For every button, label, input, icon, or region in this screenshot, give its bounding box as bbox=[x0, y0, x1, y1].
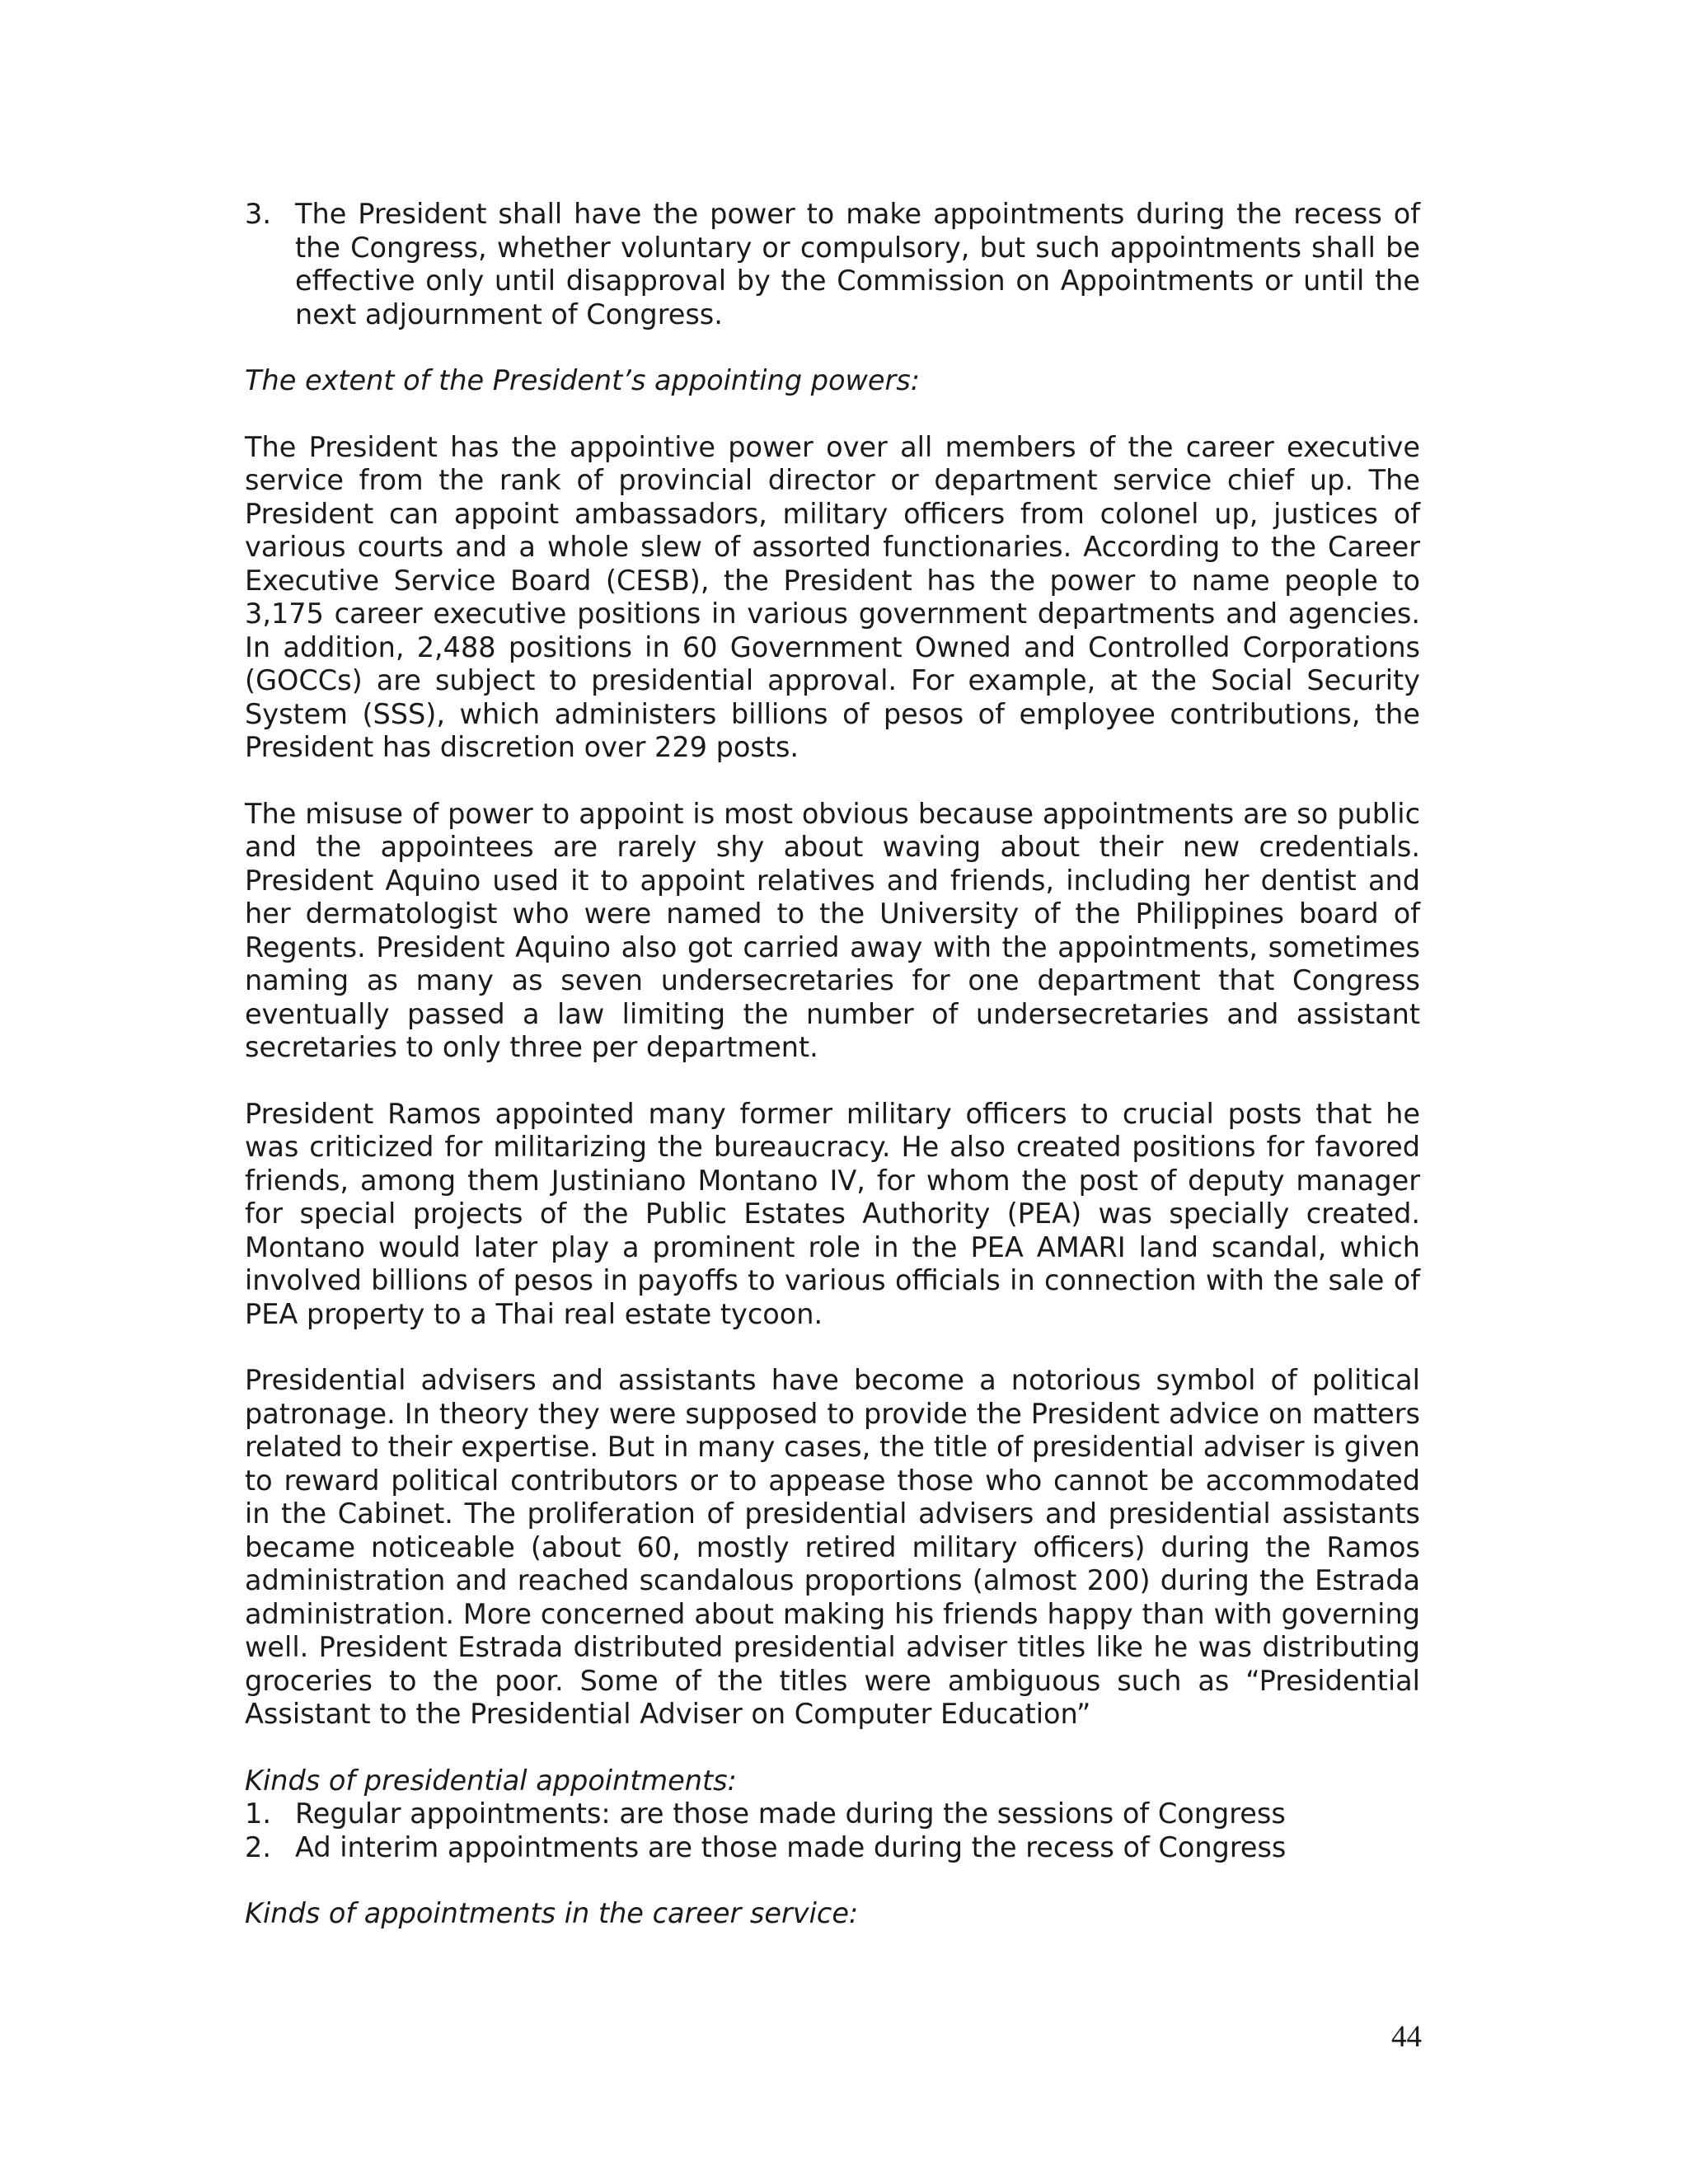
kinds-of-presidential-appointments-list bbox=[245, 1797, 1420, 1864]
numbered-list-continued bbox=[245, 198, 1420, 331]
page-number: 44 bbox=[1391, 2020, 1422, 2054]
list-item-text: Ad interim appointments are those made during the recess of Congress bbox=[295, 1830, 1287, 1863]
list-item-text: The President shall have the power to make appointments during the recess of the Congress, whether voluntary or compulsory, but such appointments shall be effective only until disapproval by the Commission on Appointments or until the next adjournment of Congress. bbox=[295, 198, 1420, 330]
list-item bbox=[245, 1797, 1420, 1831]
paragraph-presidential-advisers: Presidential advisers and assistants have become a notorious symbol of political patronage. In theory they were supposed to provide the President advice on matters related to their expertise. But in many cases, the title of presidential adviser is given to reward political contributors or to appease those who cannot be accommodated in the Cabinet. The proliferation of presidential advisers and presidential assistants became noticeable (about 60, mostly retired military officers) during the Ramos administration and reached scandalous proportions (almost 200) during the Estrada administration. More concerned about making his friends happy than with governing well. President Estrada distributed presidential adviser titles like he was distributing groceries to the poor. Some of the titles were ambiguous such as “Presidential Assistant to the Presidential Adviser on Computer Education” bbox=[245, 1364, 1420, 1730]
section-heading-extent: The extent of the President’s appointing powers: bbox=[245, 364, 921, 396]
paragraph-ramos-appointments: President Ramos appointed many former military officers to crucial posts that he was criticized for militarizing the bureaucracy. He also created positions for favored friends, among them Justiniano Montano IV, for whom the post of deputy manager for special projects of the Public Estates Authority (PEA) was specially created. Montano would later play a prominent role in the PEA AMARI land scandal, which involved billions of pesos in payoffs to various officials in connection with the sale of PEA property to a Thai real estate tycoon. bbox=[245, 1097, 1420, 1330]
paragraph-appointive-power: The President has the appointive power over all members of the career executive service from the rank of provincial director or department service chief up. The President can appoint ambassadors, military officers from colonel up, justices of various courts and a whole slew of assorted functionaries. According to the Career Executive Service Board (CESB), the President has the power to name people to 3,175 career executive positions in various government departments and agencies. In addition, 2,488 positions in 60 Government Owned and Controlled Corporations (GOCCs) are subject to presidential approval. For example, at the Social Security System (SSS), which administers billions of pesos of employee contributions, the President has discretion over 229 posts. bbox=[245, 430, 1420, 763]
list-item-number: 1. bbox=[245, 1797, 271, 1830]
section-heading-kinds-career: Kinds of appointments in the career service: bbox=[245, 1897, 859, 1929]
list-item-text: Regular appointments: are those made during the sessions of Congress bbox=[295, 1797, 1286, 1830]
list-item bbox=[245, 1831, 1420, 1865]
list-item-number: 3. bbox=[245, 198, 271, 230]
list-item bbox=[245, 198, 1420, 331]
document-page bbox=[245, 198, 1420, 1964]
paragraph-misuse-of-power: The misuse of power to appoint is most obvious because appointments are so public and the appointees are rarely shy about waving about their new credentials. President Aquino used it to appoint relatives and friends, including her dentist and her dermatologist who were named to the University of the Philippines board of Regents. President Aquino also got carried away with the appointments, sometimes naming as many as seven undersecretaries for one department that Congress eventually passed a law limiting the number of undersecretaries and assistant secretaries to only three per department. bbox=[245, 797, 1420, 1063]
list-item-number: 2. bbox=[245, 1830, 271, 1863]
section-heading-kinds-presidential: Kinds of presidential appointments: bbox=[245, 1764, 737, 1797]
